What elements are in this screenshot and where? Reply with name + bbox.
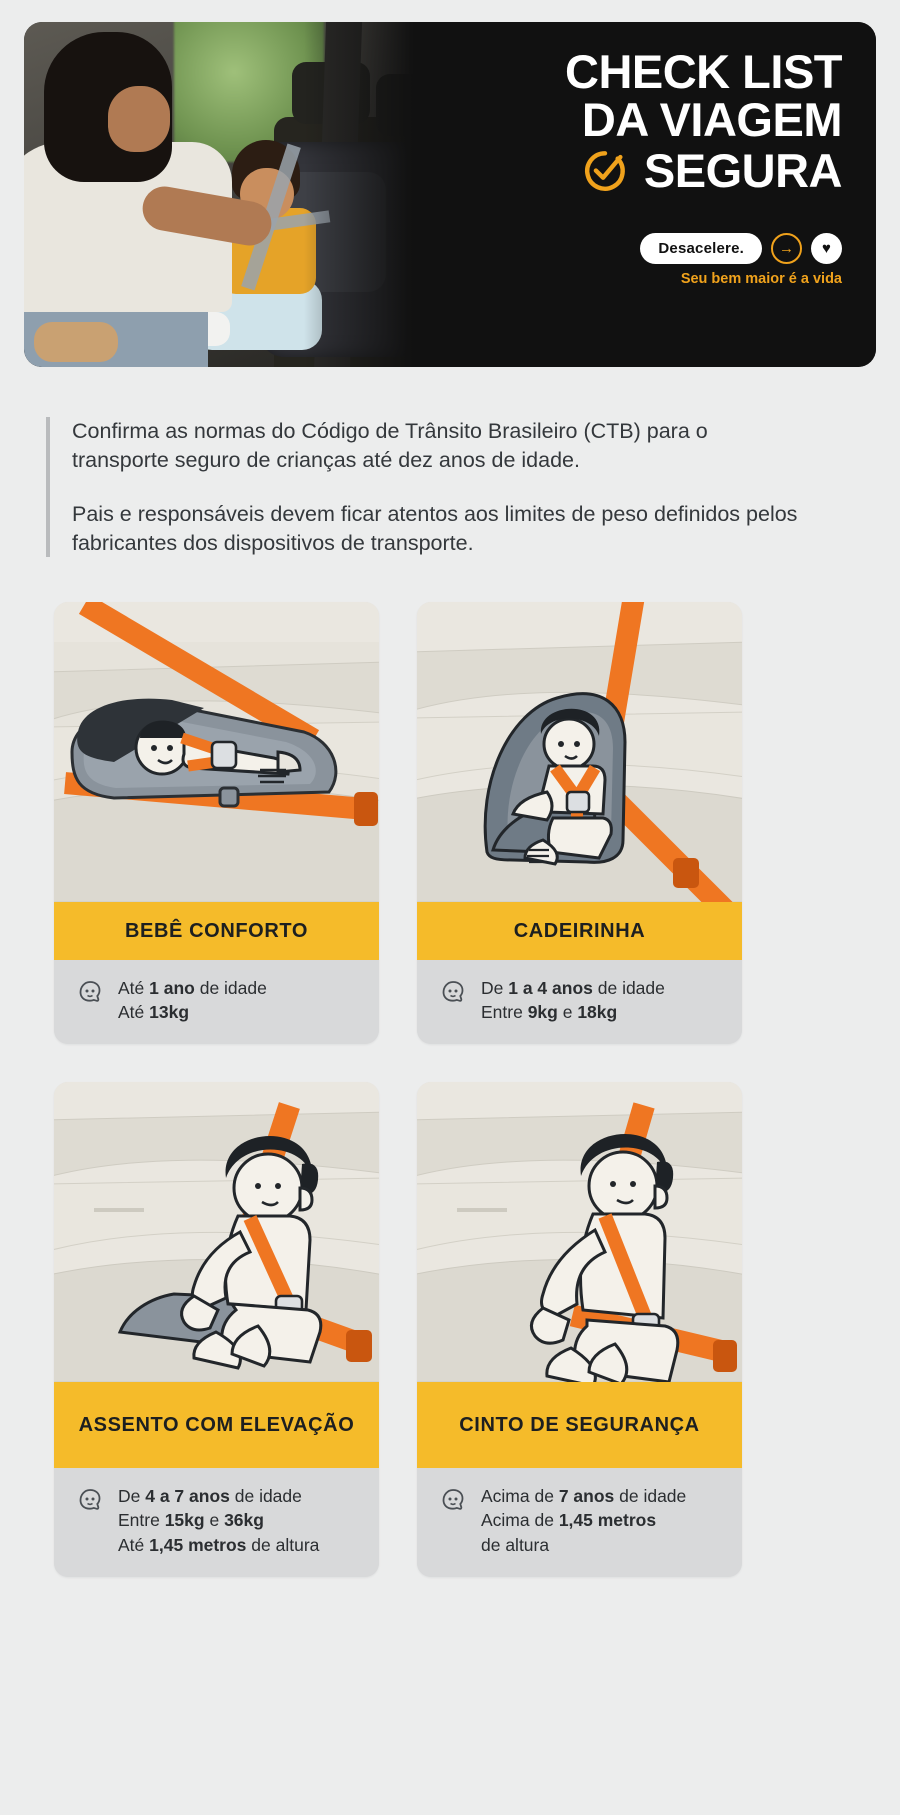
brand-lockup bbox=[640, 233, 842, 287]
brand-row bbox=[640, 233, 842, 264]
card-bebe-conforto[interactable] bbox=[54, 602, 379, 1044]
child-seat-illustration bbox=[417, 602, 742, 902]
hero-title-line-3-row bbox=[582, 143, 842, 197]
photo-mother-face bbox=[108, 86, 170, 152]
brand-pill-label: Desacelere. bbox=[640, 233, 762, 264]
illustration-cadeirinha bbox=[417, 602, 742, 902]
card-title-cinto-de-seguranca: CINTO DE SEGURANÇA bbox=[417, 1382, 742, 1468]
card-info-assento-com-elevacao bbox=[54, 1468, 379, 1576]
heart-icon: ♥ bbox=[811, 233, 842, 264]
check-circle-icon bbox=[582, 148, 628, 194]
card-cinto-de-seguranca[interactable] bbox=[417, 1082, 742, 1576]
card-title-bebe-conforto: BEBÊ CONFORTO bbox=[54, 902, 379, 960]
illustration-cinto-de-seguranca bbox=[417, 1082, 742, 1382]
child-head-icon bbox=[76, 1487, 104, 1515]
hero-title-line-1: CHECK LIST bbox=[565, 45, 842, 98]
info-line: Entre 9kg e 18kg bbox=[481, 1002, 618, 1023]
hero-title-line-3: SEGURA bbox=[643, 143, 842, 197]
card-info-cinto-de-seguranca bbox=[417, 1468, 742, 1576]
intro-paragraph-1: Confirma as normas do Código de Trânsito Brasileiro (CTB) para o transporte seguro de crianças até dez anos de idade. bbox=[72, 419, 708, 472]
card-title-assento-com-elevacao: ASSENTO COM ELEVAÇÃO bbox=[54, 1382, 379, 1468]
intro-block bbox=[46, 417, 806, 557]
info-line: Acima de 1,45 metros bbox=[481, 1510, 657, 1531]
info-line: Até 13kg bbox=[118, 1002, 190, 1023]
info-line: De 4 a 7 anos de idade bbox=[118, 1486, 302, 1507]
device-card-grid bbox=[54, 602, 846, 1577]
card-info-text-cinto-de-seguranca bbox=[481, 1484, 686, 1556]
hero-photo bbox=[24, 22, 444, 367]
seatbelt-illustration bbox=[417, 1082, 742, 1382]
info-line: de altura bbox=[481, 1534, 550, 1555]
infant-carrier-illustration bbox=[54, 602, 379, 902]
intro-paragraph-2: Pais e responsáveis devem ficar atentos aos limites de peso definidos pelos fabricantes dos dispositivos de transporte. bbox=[72, 502, 798, 555]
photo-gradient-fade bbox=[304, 22, 444, 367]
info-line: Acima de 7 anos de idade bbox=[481, 1486, 687, 1507]
child-head-icon bbox=[439, 1487, 467, 1515]
info-line: Entre 15kg e 36kg bbox=[118, 1510, 264, 1531]
arrow-right-icon: → bbox=[771, 233, 802, 264]
baby-head-icon bbox=[76, 979, 104, 1007]
card-info-text-cadeirinha bbox=[481, 976, 665, 1024]
card-info-text-bebe-conforto bbox=[118, 976, 267, 1024]
hero-text-block bbox=[444, 22, 876, 367]
illustration-assento-com-elevacao bbox=[54, 1082, 379, 1382]
info-line: Até 1,45 metros de altura bbox=[118, 1534, 320, 1555]
info-line: De 1 a 4 anos de idade bbox=[481, 978, 665, 998]
card-info-cadeirinha bbox=[417, 960, 742, 1044]
card-title-cadeirinha: CADEIRINHA bbox=[417, 902, 742, 960]
hero-banner bbox=[24, 22, 876, 367]
illustration-bebe-conforto bbox=[54, 602, 379, 902]
brand-tagline: Seu bem maior é a vida bbox=[680, 271, 842, 288]
info-line: Até 1 ano de idade bbox=[118, 978, 267, 998]
hero-title-line-2: DA VIAGEM bbox=[581, 93, 842, 147]
booster-seat-illustration bbox=[54, 1082, 379, 1382]
card-assento-com-elevacao[interactable] bbox=[54, 1082, 379, 1576]
baby-head-icon bbox=[439, 979, 467, 1007]
photo-mother-shoe bbox=[34, 322, 118, 362]
card-cadeirinha[interactable] bbox=[417, 602, 742, 1044]
card-info-bebe-conforto bbox=[54, 960, 379, 1044]
card-info-text-assento-com-elevacao bbox=[118, 1484, 319, 1556]
